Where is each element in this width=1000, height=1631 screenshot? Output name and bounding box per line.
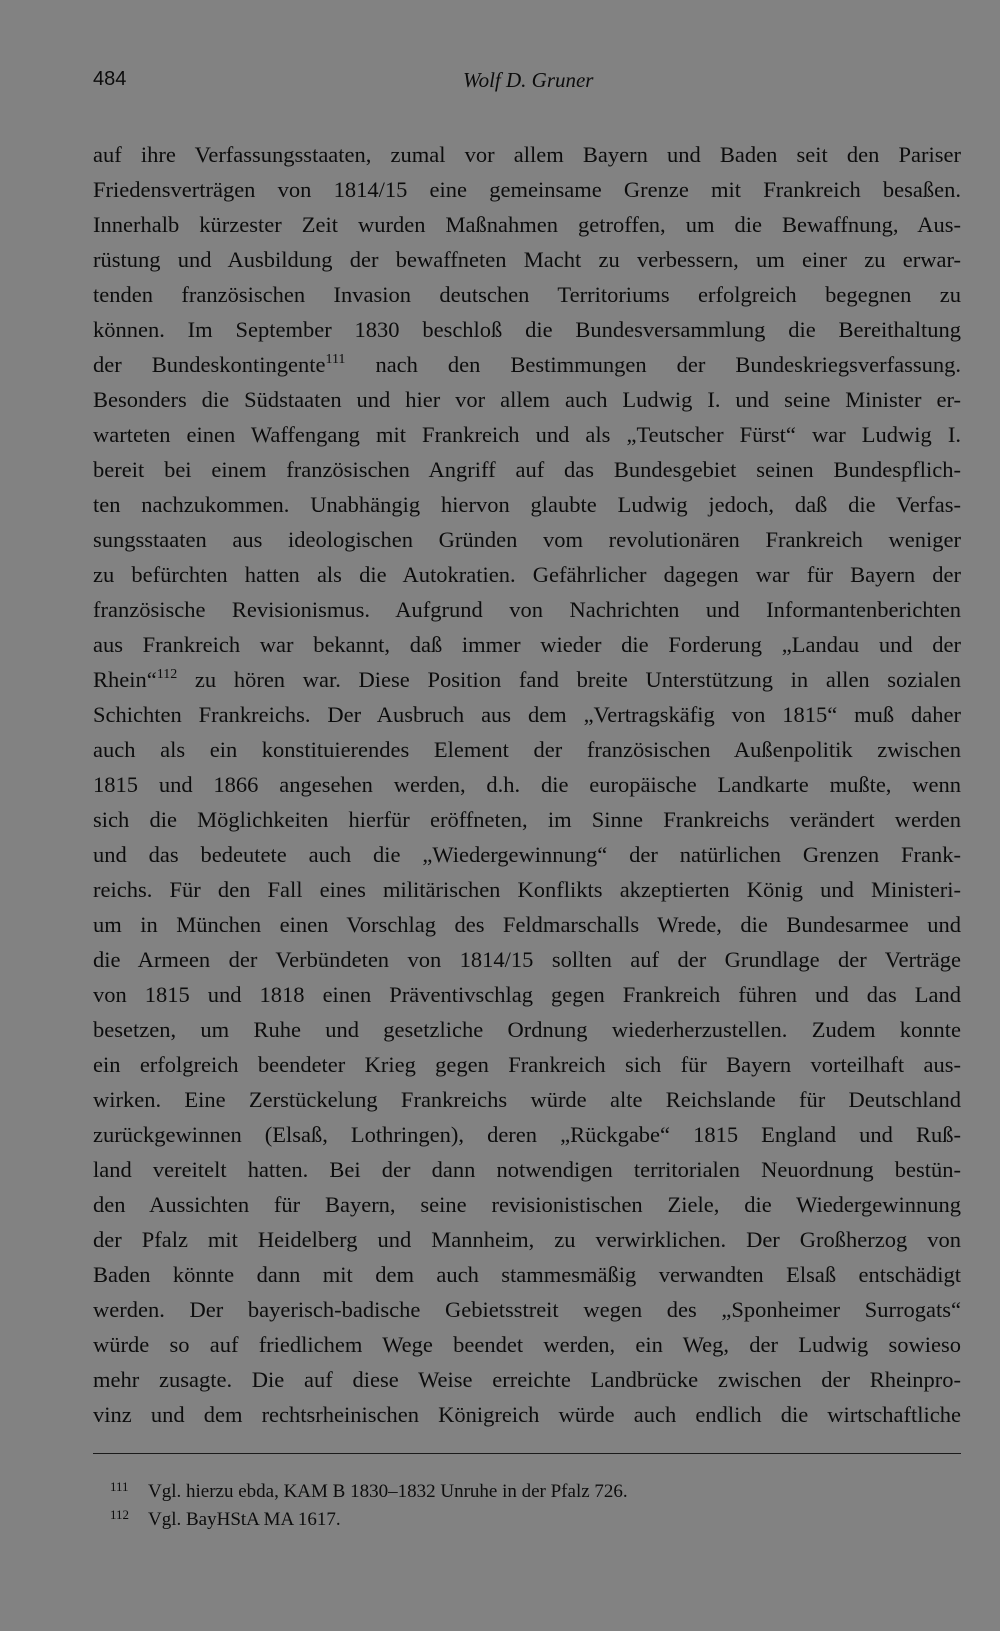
text-line: land vereitelt hatten. Bei der dann notwendigen territorialen Neuordnung bestün- (93, 1157, 961, 1182)
footnote-reference[interactable]: 112 (156, 667, 178, 682)
text-line: aus Frankreich war bekannt, daß immer wieder die Forderung „Landau und der (93, 632, 961, 657)
text-line: die Armeen der Verbündeten von 1814/15 sollten auf der Grundlage der Verträge (93, 947, 961, 972)
text-line: besetzen, um Ruhe und gesetzliche Ordnung wiederherzustellen. Zudem konnte (93, 1017, 961, 1042)
text-line: von 1815 und 1818 einen Präventivschlag gegen Frankreich führen und das Land (93, 982, 961, 1007)
footnote-reference[interactable]: 111 (325, 352, 346, 367)
text-line: zurückgewinnen (Elsaß, Lothringen), deren „Rückgabe“ 1815 England und Ruß- (93, 1122, 961, 1147)
footnote: 112 Vgl. BayHStA MA 1617. (110, 1507, 341, 1530)
text-line: würde so auf friedlichem Wege beendet werden, ein Weg, der Ludwig sowieso (93, 1332, 961, 1357)
text-line: reichs. Für den Fall eines militärischen Konflikts akzeptierten König und Ministeri- (93, 877, 961, 902)
text-segment: nach den Bestimmungen der Bundeskriegsverfassung. (345, 352, 961, 377)
text-line: Friedensverträgen von 1814/15 eine gemeinsame Grenze mit Frankreich besaßen. (93, 177, 961, 202)
text-line: können. Im September 1830 beschloß die Bundesversammlung die Bereithaltung (93, 317, 961, 342)
text-line: bereit bei einem französischen Angriff auf das Bundesgebiet seinen Bundespflich- (93, 457, 961, 482)
text-line: wirken. Eine Zerstückelung Frankreichs würde alte Reichslande für Deutschland (93, 1087, 961, 1112)
text-line: Innerhalb kürzester Zeit wurden Maßnahmen getroffen, um die Bewaffnung, Aus- (93, 212, 961, 237)
text-line: und das bedeutete auch die „Wiedergewinnung“ der natürlichen Grenzen Frank- (93, 842, 961, 867)
text-segment: Rhein“ (93, 667, 157, 692)
text-line: Besonders die Südstaaten und hier vor allem auch Ludwig I. und seine Minister er- (93, 387, 961, 412)
text-line: 1815 und 1866 angesehen werden, d.h. die europäische Landkarte mußte, wenn (93, 772, 961, 797)
text-line: Schichten Frankreichs. Der Ausbruch aus dem „Vertragskäfig von 1815“ muß daher (93, 702, 961, 727)
page-number: 484 (93, 68, 127, 90)
running-head: Wolf D. Gruner (463, 68, 594, 92)
text-line: sich die Möglichkeiten hierfür eröffneten, im Sinne Frankreichs verändert werden (93, 807, 961, 832)
text-line: den Aussichten für Bayern, seine revisionistischen Ziele, die Wiedergewinnung (93, 1192, 961, 1217)
footnote-text: Vgl. hierzu ebda, KAM B 1830–1832 Unruhe in der Pfalz 726. (148, 1481, 628, 1502)
text-line (93, 347, 961, 382)
footnote-divider (93, 1453, 961, 1454)
text-line: um in München einen Vorschlag des Feldmarschalls Wrede, die Bundesarmee und (93, 912, 961, 937)
text-segment: der Bundeskontingente (93, 352, 326, 377)
text-line: ten nachzukommen. Unabhängig hiervon glaubte Ludwig jedoch, daß die Verfas- (93, 492, 961, 517)
text-line: sungsstaaten aus ideologischen Gründen vom revolutionären Frankreich weniger (93, 527, 961, 552)
footnote: 111 Vgl. hierzu ebda, KAM B 1830–1832 Unruhe in der Pfalz 726. (110, 1479, 628, 1502)
text-line: tenden französischen Invasion deutschen Territoriums erfolgreich begegnen zu (93, 282, 961, 307)
text-line: Baden könnte dann mit dem auch stammesmäßig verwandten Elsaß entschädigt (93, 1262, 961, 1287)
text-line: ein erfolgreich beendeter Krieg gegen Frankreich sich für Bayern vorteilhaft aus- (93, 1052, 961, 1077)
text-line: warteten einen Waffengang mit Frankreich und als „Teutscher Fürst“ war Ludwig I. (93, 422, 961, 447)
text-segment: zu hören war. Diese Position fand breite Unterstützung in allen sozialen (177, 667, 961, 692)
text-line: werden. Der bayerisch-badische Gebietsstreit wegen des „Sponheimer Surrogats“ (93, 1297, 961, 1322)
text-line: vinz und dem rechtsrheinischen Königreich würde auch endlich die wirtschaftliche (93, 1402, 961, 1427)
text-line: zu befürchten hatten als die Autokratien. Gefährlicher dagegen war für Bayern der (93, 562, 961, 587)
page-header (93, 68, 963, 98)
footnotes (110, 1478, 960, 1534)
text-line: auch als ein konstituierendes Element der französischen Außenpolitik zwischen (93, 737, 961, 762)
body-text (93, 137, 961, 1432)
text-line: französische Revisionismus. Aufgrund von Nachrichten und Informantenberichten (93, 597, 961, 622)
text-line (93, 662, 961, 697)
text-line: mehr zusagte. Die auf diese Weise erreichte Landbrücke zwischen der Rheinpro- (93, 1367, 961, 1392)
text-line: auf ihre Verfassungsstaaten, zumal vor allem Bayern und Baden seit den Pariser (93, 142, 961, 167)
text-line: rüstung und Ausbildung der bewaffneten Macht zu verbessern, um einer zu erwar- (93, 247, 961, 272)
footnote-text: Vgl. BayHStA MA 1617. (148, 1509, 341, 1530)
text-line: der Pfalz mit Heidelberg und Mannheim, zu verwirklichen. Der Großherzog von (93, 1227, 961, 1252)
